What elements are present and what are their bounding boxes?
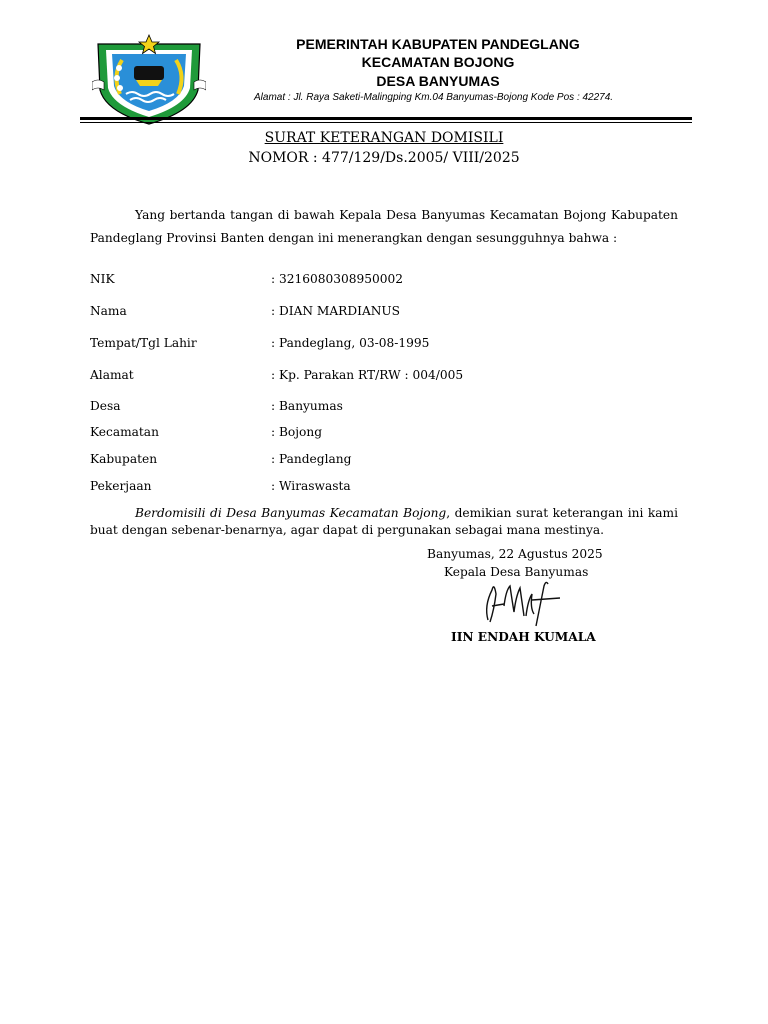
closing-italic: Berdomisili di Desa Banyumas Kecamatan Bojong (135, 506, 447, 520)
intro-text: Yang bertanda tangan di bawah Kepala Desa Banyumas Kecamatan Bojong Kabupaten Pandeglang Provinsi Banten dengan ini menerangkan dengan sesungguhnya bahwa : (90, 208, 678, 245)
document-title: SURAT KETERANGAN DOMISILI (264, 130, 504, 146)
field-value: : DIAN MARDIANUS (271, 304, 401, 318)
field-label: Alamat (90, 368, 134, 382)
field-label: Kabupaten (90, 452, 158, 466)
field-label: Kecamatan (90, 425, 159, 439)
letterhead-divider-thin (80, 122, 692, 123)
field-value: : Bojong (271, 425, 323, 439)
field-label: Desa (90, 399, 121, 413)
field-value: : Pandeglang, 03-08-1995 (271, 336, 430, 350)
handwritten-signature-icon (470, 576, 570, 630)
field-value: : Wiraswasta (271, 479, 351, 493)
signature-position: Kepala Desa Banyumas (444, 565, 589, 579)
field-value: : 3216080308950002 (271, 272, 404, 286)
field-value: : Pandeglang (271, 452, 352, 466)
field-label: Nama (90, 304, 127, 318)
letterhead-district: KECAMATAN BOJONG (361, 54, 515, 70)
signature-place-date: Banyumas, 22 Agustus 2025 (427, 547, 603, 561)
field-value: : Kp. Parakan RT/RW : 004/005 (271, 368, 464, 382)
signatory-name: IIN ENDAH KUMALA (451, 630, 596, 644)
document-number: NOMOR : 477/129/Ds.2005/ VIII/2025 (248, 150, 520, 166)
letterhead-government: PEMERINTAH KABUPATEN PANDEGLANG (296, 36, 580, 52)
field-label: NIK (90, 272, 115, 286)
field-label: Pekerjaan (90, 479, 152, 493)
letterhead-divider-thick (80, 117, 692, 120)
letterhead-address: Alamat : Jl. Raya Saketi-Malingping Km.04 Banyumas-Bojong Kode Pos : 42274. (254, 92, 614, 103)
field-label: Tempat/Tgl Lahir (90, 336, 197, 350)
letterhead-village: DESA BANYUMAS (376, 73, 500, 89)
field-value: : Banyumas (271, 399, 343, 413)
intro-paragraph (90, 204, 678, 250)
closing-text: , demikian surat keterangan ini kami buat dengan sebenar-benarnya, agar dapat di pergunakan sebagai mana mestinya. (90, 506, 678, 537)
closing-paragraph (90, 505, 678, 539)
